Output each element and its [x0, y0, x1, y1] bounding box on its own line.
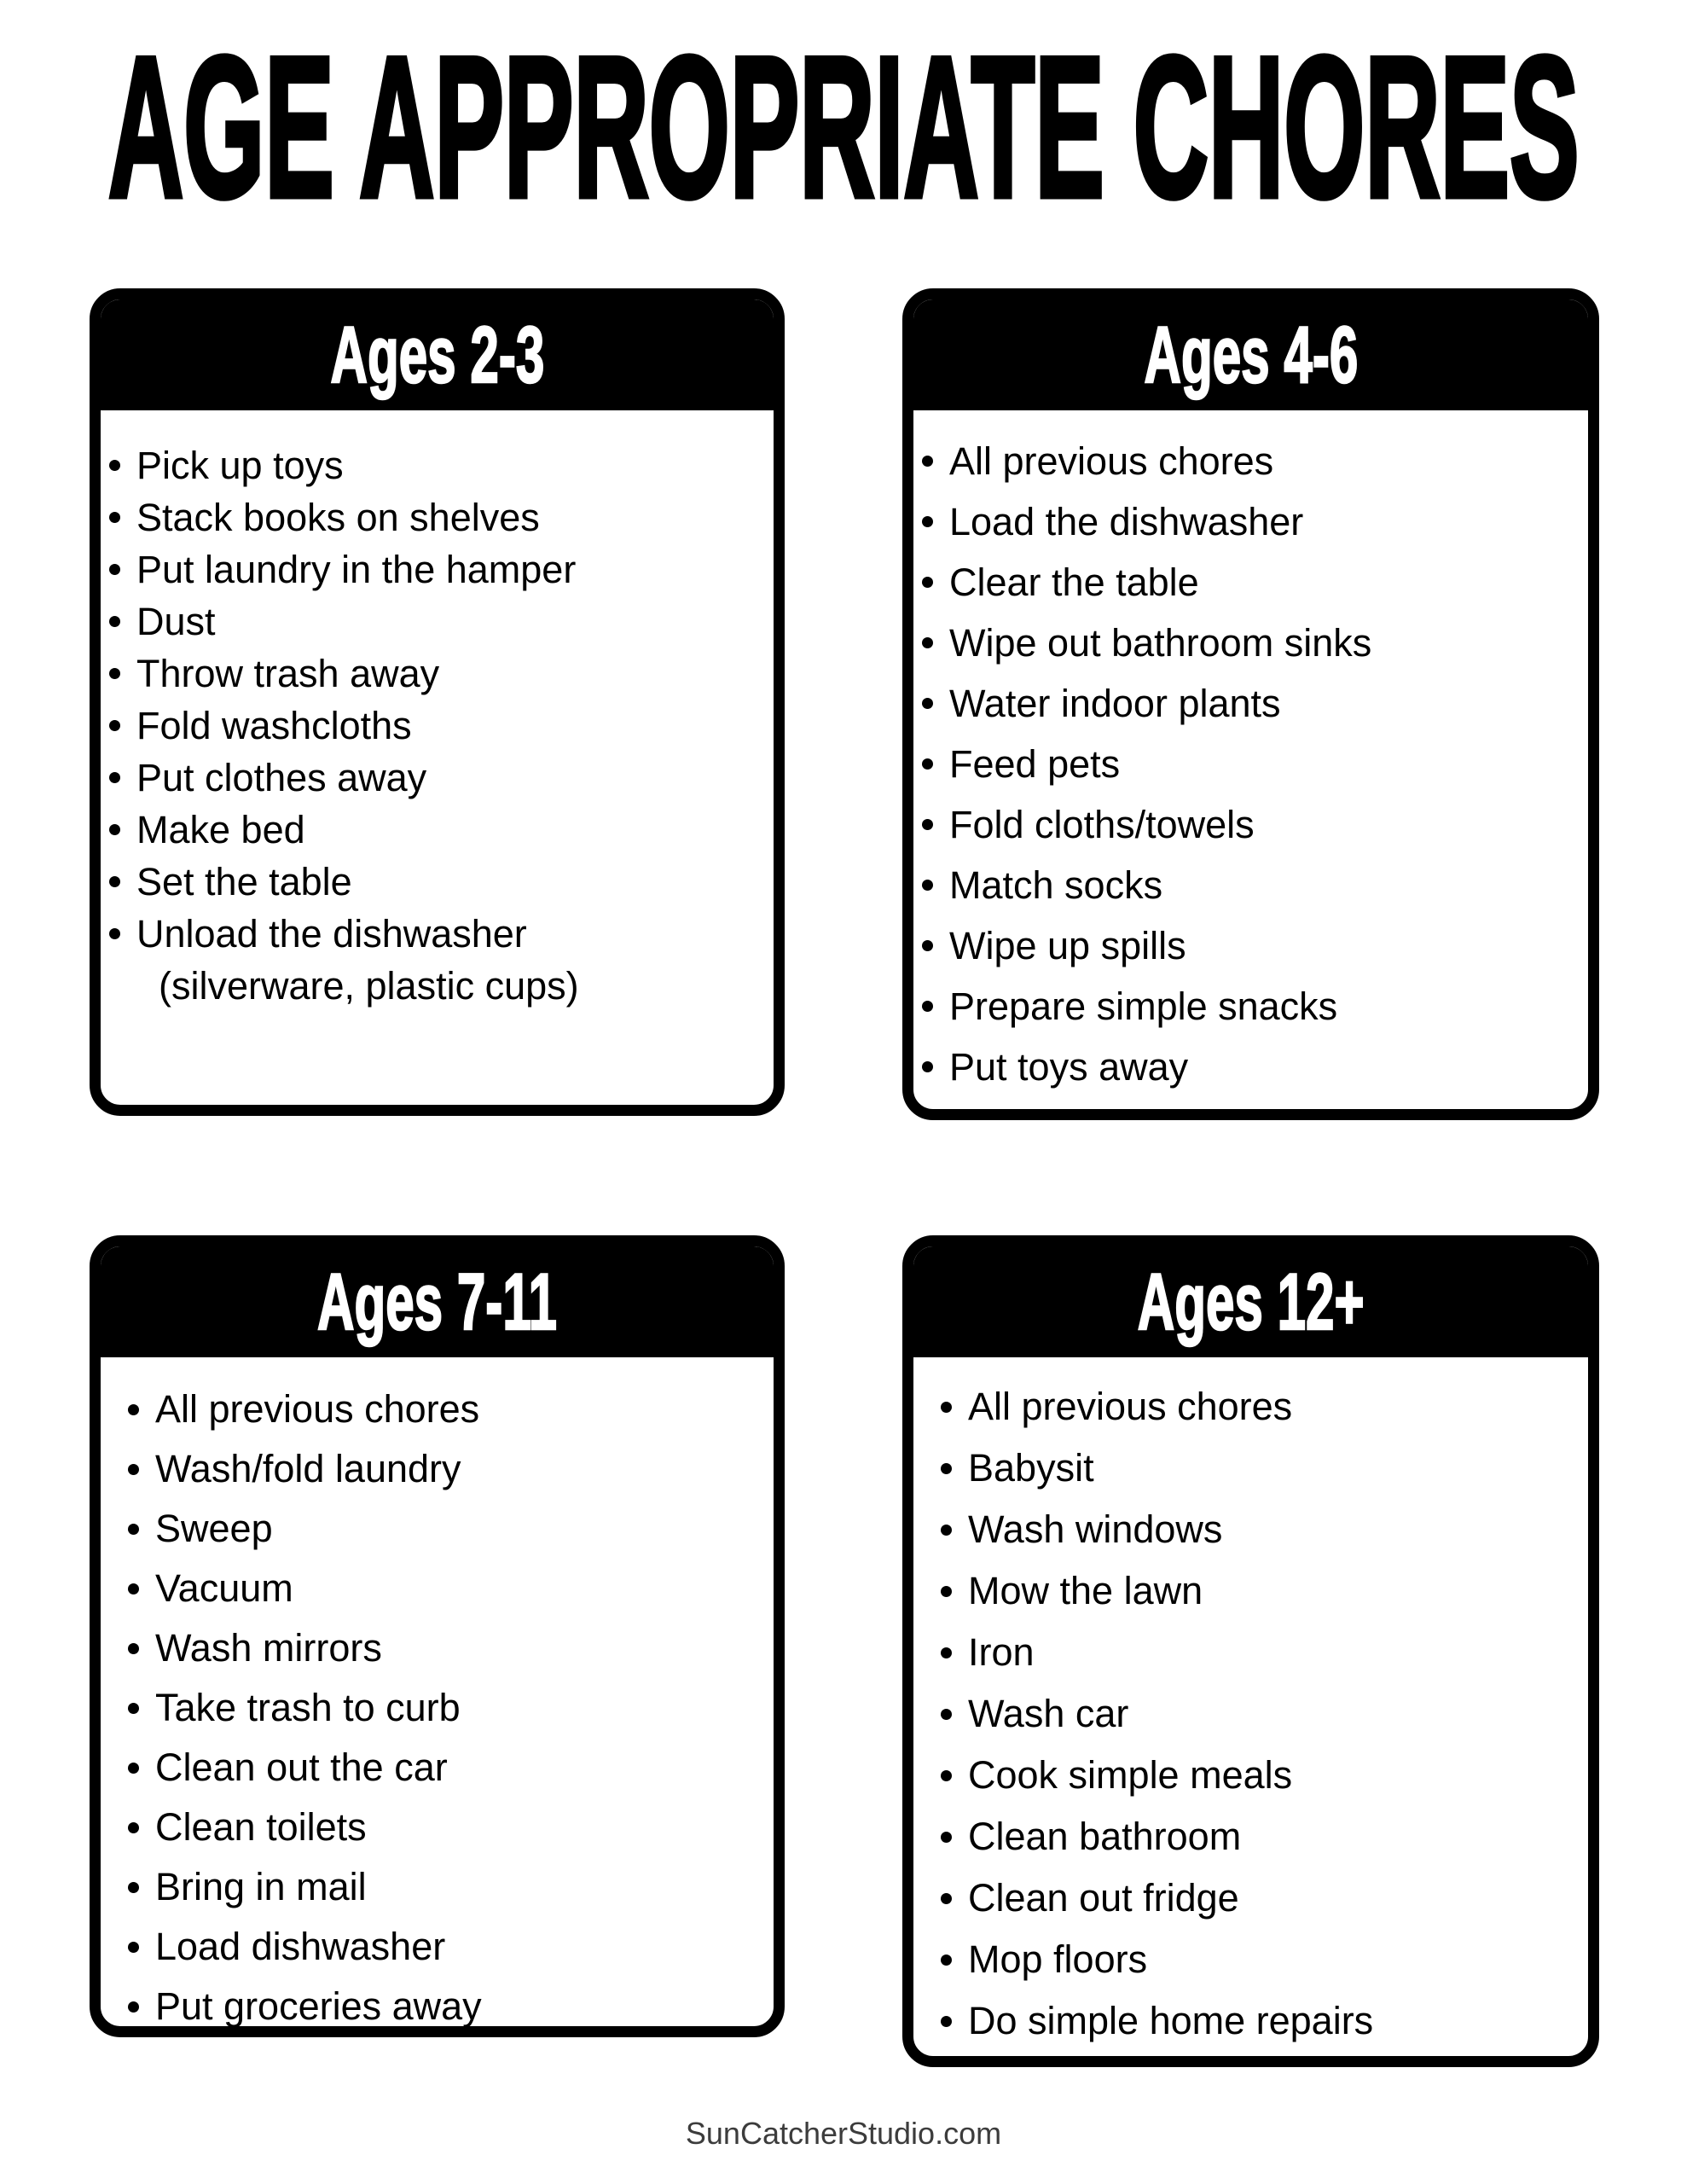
card-ages-2-3: [90, 288, 785, 1116]
card-ages-4-6-list: [913, 410, 1588, 1097]
chore-item: [126, 1439, 753, 1499]
chore-text: Wash car: [968, 1692, 1129, 1735]
chore-text: Dust: [136, 600, 216, 643]
chore-item: [939, 1929, 1568, 1990]
chore-text: Do simple home repairs: [968, 1999, 1374, 2042]
chore-item: [126, 1857, 753, 1917]
footer-credit: SunCatcherStudio.com: [685, 2116, 1002, 2151]
chore-item: [107, 648, 753, 700]
chore-item: [939, 1990, 1568, 2052]
chore-item: [107, 752, 753, 804]
chore-text: Clear the table: [949, 561, 1199, 604]
chore-item: [939, 1560, 1568, 1622]
card-ages-7-11-list: [101, 1357, 774, 2036]
card-ages-2-3-list: [101, 410, 774, 1012]
chore-item: [939, 1683, 1568, 1745]
chore-text: Clean bathroom: [968, 1815, 1242, 1858]
chore-item: [939, 1376, 1568, 1438]
footer: [0, 2115, 1687, 2152]
chore-text: Put toys away: [949, 1045, 1189, 1089]
chore-item: [939, 1438, 1568, 1499]
chore-item: [126, 1559, 753, 1618]
chore-item: [920, 976, 1568, 1037]
chore-item: [939, 1499, 1568, 1560]
chore-text: Wipe out bathroom sinks: [949, 621, 1372, 665]
chore-text: Wipe up spills: [949, 924, 1186, 967]
chore-item: [107, 543, 753, 595]
chore-text: All previous chores: [968, 1385, 1293, 1428]
chore-text: Cook simple meals: [968, 1753, 1293, 1797]
card-ages-12-plus-header: [913, 1246, 1588, 1357]
chore-text: Fold washcloths: [136, 704, 412, 747]
chore-text: Clean toilets: [155, 1805, 367, 1849]
chore-item: [107, 491, 753, 543]
chore-text: Babysit: [968, 1446, 1094, 1490]
chore-item: [126, 1618, 753, 1678]
chore-item: [107, 595, 753, 648]
chore-text: Iron: [968, 1630, 1035, 1674]
page-title: [0, 14, 1687, 239]
chore-item: [126, 1499, 753, 1559]
chore-text: Mop floors: [968, 1937, 1148, 1981]
chore-item: [920, 855, 1568, 915]
card-ages-2-3-title: Ages 2-3: [330, 310, 544, 399]
chore-text: Bring in mail: [155, 1865, 367, 1908]
card-ages-7-11-title: Ages 7-11: [317, 1257, 557, 1346]
chore-text: Take trash to curb: [155, 1686, 461, 1729]
chore-text: Fold cloths/towels: [949, 803, 1255, 846]
chore-text: Wash mirrors: [155, 1626, 382, 1670]
chore-text: Put clothes away: [136, 756, 427, 799]
chore-text: Match socks: [949, 863, 1163, 907]
chore-text: Put laundry in the hamper: [136, 548, 577, 591]
chore-text: Clean out the car: [155, 1745, 448, 1789]
chore-item: [107, 908, 753, 1012]
card-ages-12-plus: [902, 1235, 1599, 2067]
chore-item: [126, 1738, 753, 1798]
chore-text: All previous chores: [155, 1387, 480, 1431]
chore-text: Water indoor plants: [949, 682, 1281, 725]
chore-text: Clean out fridge: [968, 1876, 1239, 1920]
chore-item: [126, 1798, 753, 1857]
chore-text: Throw trash away: [136, 652, 440, 695]
chore-text: Wash/fold laundry: [155, 1447, 461, 1490]
chore-subtext: (silverware, plastic cups): [159, 964, 579, 1008]
card-ages-4-6-title: Ages 4-6: [1144, 310, 1358, 399]
chore-text: Vacuum: [155, 1566, 293, 1610]
chore-text: Feed pets: [949, 742, 1121, 786]
chore-item: [107, 700, 753, 752]
card-ages-12-plus-list: [913, 1357, 1588, 2052]
chore-item: [920, 915, 1568, 976]
chore-item: [920, 613, 1568, 673]
chore-text: Mow the lawn: [968, 1569, 1203, 1612]
chore-item: [920, 794, 1568, 855]
chore-item: [920, 673, 1568, 734]
chore-text: Sweep: [155, 1507, 273, 1550]
chore-item: [920, 552, 1568, 613]
chore-item: [107, 804, 753, 856]
chore-grid-row-2: [90, 1235, 1687, 2067]
chore-text: Pick up toys: [136, 444, 344, 487]
chore-text: Make bed: [136, 808, 305, 851]
chore-item: [126, 1380, 753, 1439]
chore-item: [939, 1622, 1568, 1683]
chore-item: [920, 734, 1568, 794]
chore-grid-row-1: [90, 288, 1687, 1120]
chore-item: [126, 1678, 753, 1738]
chore-text: Stack books on shelves: [136, 496, 540, 539]
chore-item: [920, 431, 1568, 491]
chore-text: Unload the dishwasher: [136, 912, 527, 956]
chore-text: Put groceries away: [155, 1984, 482, 2028]
chore-text: All previous chores: [949, 439, 1274, 483]
chore-text: Set the table: [136, 860, 352, 903]
page-title-text: AGE APPROPRIATE CHORES: [107, 14, 1580, 239]
chore-item: [939, 1745, 1568, 1806]
chore-item: [939, 1806, 1568, 1867]
card-ages-4-6: [902, 288, 1599, 1120]
chore-text: Prepare simple snacks: [949, 985, 1338, 1028]
chore-item: [107, 439, 753, 491]
card-ages-2-3-header: [101, 299, 774, 410]
card-ages-7-11-header: [101, 1246, 774, 1357]
chore-item: [126, 1977, 753, 2036]
chore-text: Load the dishwasher: [949, 500, 1304, 543]
chore-item: [107, 856, 753, 908]
chore-item: [920, 491, 1568, 552]
chore-text: Load dishwasher: [155, 1925, 446, 1968]
chore-item: [920, 1037, 1568, 1097]
card-ages-7-11: [90, 1235, 785, 2037]
chore-item: [939, 1867, 1568, 1929]
card-ages-4-6-header: [913, 299, 1588, 410]
chore-item: [126, 1917, 753, 1977]
card-ages-12-plus-title: Ages 12+: [1137, 1257, 1365, 1346]
chore-text: Wash windows: [968, 1507, 1223, 1551]
